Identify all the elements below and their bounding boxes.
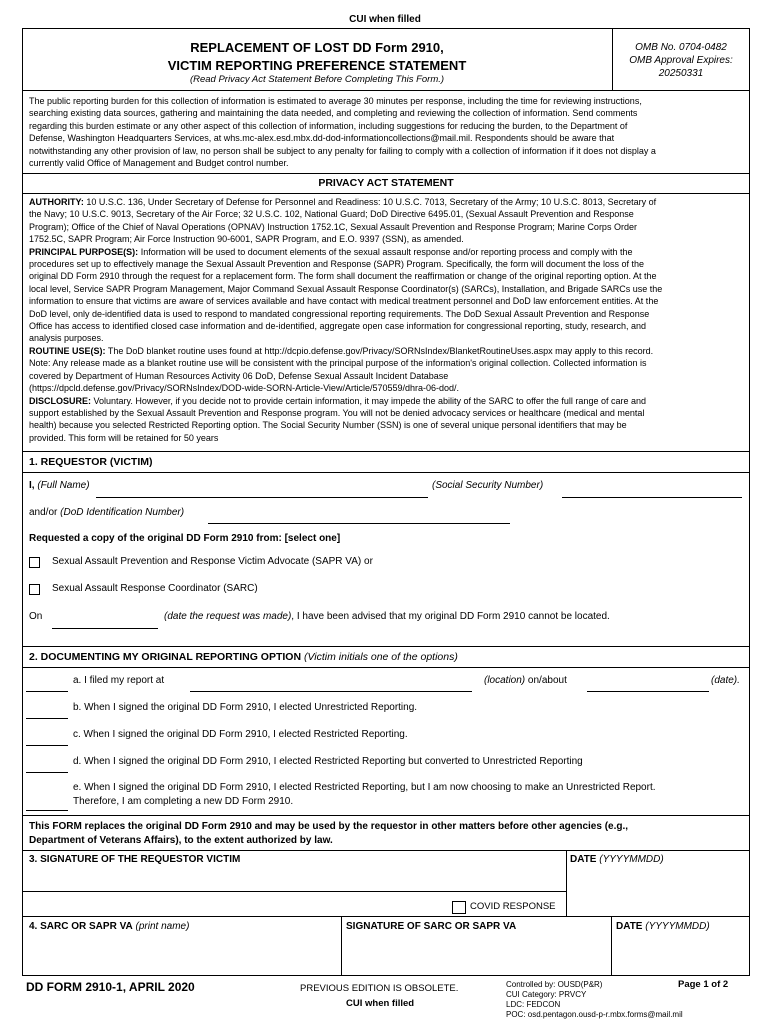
section4-note: (print name) bbox=[135, 921, 190, 932]
cui-bottom-label: CUI when filled bbox=[346, 998, 415, 1009]
full-name-label: (Full Name) bbox=[37, 480, 90, 491]
authority-text: 1752.5C, SAPR Program; Air Force Instruction 90-6001, SAPR Program, and E.O. 9397 (SSN), as amended. bbox=[29, 234, 464, 245]
form-title-line1: REPLACEMENT OF LOST DD Form 2910, bbox=[190, 40, 444, 55]
omb-number: OMB No. 0704-0482 bbox=[635, 42, 727, 53]
omb-expires-label: OMB Approval Expires: bbox=[629, 55, 733, 66]
form-subtitle: (Read Privacy Act Statement Before Completing This Form.) bbox=[189, 74, 445, 85]
purpose-label: PRINCIPAL PURPOSE(S): bbox=[29, 246, 139, 257]
on-about-label: on/about bbox=[527, 675, 567, 686]
disclosure-text: health) because you selected Restricted Reporting option. The Social Security Number (SSN) is one of several unique personal identifiers that may be bbox=[29, 420, 627, 431]
purpose-text: information to ensure that victims are aware of services available and have contact with medical treatment personnel and DoD law enforcement entities. At the bbox=[29, 296, 659, 307]
initials-a-field[interactable] bbox=[26, 691, 68, 692]
privacy-statement bbox=[29, 196, 743, 444]
dod-id-label: (DoD Identification Number) bbox=[60, 507, 185, 518]
section4-heading: 4. SARC OR SAPR VA bbox=[29, 921, 133, 932]
sapr-va-checkbox[interactable] bbox=[29, 557, 40, 568]
header-bottom-rule bbox=[22, 90, 750, 91]
burden-line: regarding this burden estimate or any other aspect of this collection of information, including suggestions for reducing the burden, to the Department of bbox=[29, 120, 628, 131]
routine-text: covered by Department of Human Resources Activity 06 DoD, Defense Sexual Assault Incident Database bbox=[29, 370, 449, 381]
location-label: (location) bbox=[484, 675, 526, 686]
section3-date-format: (YYYYMMDD) bbox=[599, 854, 664, 865]
purpose-text: procedures set up to effectively manage the Sexual Assault Prevention and Response (SAPR) Program. Specifically, the form will document the loss of the bbox=[29, 259, 644, 270]
controlled-by: Controlled by: OUSD(P&R) bbox=[506, 980, 603, 989]
request-date-label: (date the request was made) bbox=[164, 611, 292, 622]
burden-line: The public reporting burden for this collection of information is estimated to average 30 minutes per response, including the time for reviewing instructions, bbox=[29, 96, 642, 106]
disclosure-label: DISCLOSURE: bbox=[29, 395, 92, 406]
authority-label: AUTHORITY: bbox=[29, 197, 84, 207]
advised-text: , I have been advised that my original DD Form 2910 cannot be located. bbox=[291, 611, 610, 622]
ldc: LDC: FEDCON bbox=[506, 1000, 561, 1009]
authority-text: the Navy; 10 U.S.C. 9013, Secretary of the Air Force; 32 U.S.C. 102, National Guard; DoD Directive 6495.01, (Sexual Assault Prevention and Response bbox=[29, 209, 634, 220]
section4-divider-2 bbox=[611, 916, 612, 976]
report-date-field[interactable] bbox=[587, 691, 709, 692]
omb-expires-date: 20250331 bbox=[658, 68, 704, 79]
initials-c-field[interactable] bbox=[26, 745, 68, 746]
section3-bottom-rule bbox=[22, 916, 750, 917]
andor-label: and/or bbox=[29, 507, 58, 518]
privacy-heading-rule bbox=[22, 193, 750, 194]
section2-bottom-rule bbox=[22, 815, 750, 816]
item-e-text-2: Therefore, I am completing a new DD Form 2910. bbox=[73, 796, 294, 807]
full-name-field[interactable] bbox=[96, 497, 428, 498]
purpose-text: analysis purposes. bbox=[29, 333, 104, 344]
item-a-text: a. I filed my report at bbox=[73, 675, 165, 686]
section1-bottom-rule bbox=[22, 646, 750, 647]
on-label: On bbox=[29, 611, 43, 622]
section3-heading: 3. SIGNATURE OF THE REQUESTOR VICTIM bbox=[29, 854, 241, 865]
replaces-statement: This FORM replaces the original DD Form 2910 and may be used by the requestor in other matters before other agencies (e.g., bbox=[29, 821, 629, 832]
i-label: I, bbox=[29, 480, 35, 491]
initials-b-field[interactable] bbox=[26, 718, 68, 719]
cui-category: CUI Category: PRVCY bbox=[506, 990, 587, 999]
section2-heading-rule bbox=[22, 667, 750, 668]
section1-heading: 1. REQUESTOR (VICTIM) bbox=[29, 456, 153, 468]
request-from-label: Requested a copy of the original DD Form 2910 from: [select one] bbox=[29, 533, 341, 544]
section3-date-label: DATE bbox=[570, 854, 597, 865]
poc: POC: osd.pentagon.ousd-p-r.mbx.forms@mail.mil bbox=[506, 1010, 683, 1019]
page-number: Page 1 of 2 bbox=[678, 979, 729, 990]
section4-date-label: DATE bbox=[616, 921, 643, 932]
purpose-text: Information will be used to document elements of the sexual assault response and/or reporting process and comply with the bbox=[138, 246, 633, 257]
sarc-checkbox[interactable] bbox=[29, 584, 40, 595]
routine-text: Note: Any release made as a blanket routine use will be consistent with the principal purpose of the information's original collection. Collected information is bbox=[29, 358, 647, 369]
section4-date-format: (YYYYMMDD) bbox=[645, 921, 710, 932]
routine-text: The DoD blanket routine uses found at http://dcpio.defense.gov/Privacy/SORNsIndex/BlanketRoutineUses.aspx may apply to this record. bbox=[105, 345, 654, 356]
item-e-text: e. When I signed the original DD Form 2910, I elected Restricted Reporting, but I am now choosing to make an Unrestricted Report. bbox=[73, 782, 656, 793]
covid-response-label: COVID RESPONSE bbox=[470, 901, 556, 912]
sarc-option: Sexual Assault Response Coordinator (SARC) bbox=[52, 583, 258, 594]
purpose-text: local level, Service SAPR Program Management, Major Command Sexual Assault Response Coordinator(s) (SARCs), Installation, and Brigade SARCs use the bbox=[29, 283, 663, 294]
section2-heading: 2. DOCUMENTING MY ORIGINAL REPORTING OPTION bbox=[29, 651, 302, 663]
form-id: DD FORM 2910-1, APRIL 2020 bbox=[26, 980, 195, 994]
dod-id-field[interactable] bbox=[208, 523, 510, 524]
routine-text: (https://dpcld.defense.gov/Privacy/SORNsIndex/DOD-wide-SORN-Article-View/Article/570559/dhra-06-dod/. bbox=[29, 383, 460, 394]
burden-bottom-rule bbox=[22, 173, 750, 174]
request-date-field[interactable] bbox=[52, 628, 158, 629]
disclosure-text: support established by the Sexual Assault Prevention and Response program. You will not be denied advocacy services or healthcare (medical and mental bbox=[29, 407, 645, 418]
section4-divider-1 bbox=[341, 916, 342, 976]
replaces-statement-2: Department of Veterans Affairs), to the extent authorized by law. bbox=[29, 835, 333, 846]
burden-line: notwithstanding any other provision of law, no person shall be subject to any penalty for failing to comply with a collection of information if it does not display a bbox=[29, 145, 656, 156]
cui-top-label: CUI when filled bbox=[349, 14, 421, 25]
ssn-label: (Social Security Number) bbox=[432, 480, 544, 491]
previous-edition-note: PREVIOUS EDITION IS OBSOLETE. bbox=[300, 983, 459, 994]
sapr-va-option: Sexual Assault Prevention and Response Victim Advocate (SAPR VA) or bbox=[52, 556, 373, 567]
report-date-label: (date). bbox=[711, 675, 740, 686]
location-field[interactable] bbox=[190, 691, 472, 692]
replaces-bottom-rule bbox=[22, 850, 750, 851]
requestor-signature-field[interactable] bbox=[22, 891, 566, 892]
purpose-text: original DD Form 2910 through the request for a replacement form. The form shall document the reaffirmation or change of the original reporting option. At the bbox=[29, 271, 657, 282]
authority-text: 10 U.S.C. 136, Under Secretary of Defense for Personnel and Readiness: 10 U.S.C. 7013, Secretary of the Army; 10 U.S.C. 8013, Secretary of bbox=[83, 197, 657, 207]
covid-response-checkbox[interactable] bbox=[452, 901, 466, 914]
section1-heading-rule bbox=[22, 472, 750, 473]
purpose-text: Office has access to identified closed case information and de-identified, aggregate open case information for congressional reporting, study, research, and bbox=[29, 321, 647, 332]
burden-line: searching existing data sources, gathering and maintaining the data needed, and completing and reviewing the collection of information. Send comments bbox=[29, 108, 638, 119]
purpose-text: DoD level, only de-identified data is used to respond to mandated congressional reporting requirements. The DoD Sexual Assault Prevention and Response bbox=[29, 308, 650, 319]
burden-line: Defense, Washington Headquarters Services, at whs.mc-alex.esd.mbx.dd-dod-informationcollections@mail.mil. Respondents should be aware that bbox=[29, 133, 615, 144]
disclosure-text: provided. This form will be retained for 50 years bbox=[29, 432, 219, 443]
burden-line: currently valid Office of Management and Budget control number. bbox=[29, 158, 289, 169]
section3-divider bbox=[566, 850, 567, 916]
privacy-bottom-rule bbox=[22, 451, 750, 452]
initials-d-field[interactable] bbox=[26, 772, 68, 773]
form-border bbox=[22, 28, 750, 976]
ssn-field[interactable] bbox=[562, 497, 742, 498]
burden-statement bbox=[29, 95, 743, 169]
sarc-signature-label: SIGNATURE OF SARC OR SAPR VA bbox=[346, 921, 517, 932]
routine-label: ROUTINE USE(S): bbox=[29, 345, 106, 356]
initials-e-field[interactable] bbox=[26, 810, 68, 811]
item-d-text: d. When I signed the original DD Form 2910, I elected Restricted Reporting but converted to Unrestricted Reporting bbox=[73, 756, 583, 767]
cui-block bbox=[506, 980, 683, 1020]
authority-text: Program); Office of the Chief of Naval Operations (OPNAV) Instruction 1752.1C, Sexual Assault Prevention and Response Program; Marine Corps Order bbox=[29, 221, 637, 232]
disclosure-text: Voluntary. However, if you decide not to provide certain information, it may impede the ability of the SARC to offer the full range of care and bbox=[91, 395, 646, 406]
item-c-text: c. When I signed the original DD Form 2910, I elected Restricted Reporting. bbox=[73, 729, 408, 740]
privacy-heading: PRIVACY ACT STATEMENT bbox=[318, 177, 454, 189]
form-title-line2: VICTIM REPORTING PREFERENCE STATEMENT bbox=[167, 58, 467, 73]
section2-note: (Victim initials one of the options) bbox=[303, 651, 458, 663]
item-b-text: b. When I signed the original DD Form 2910, I elected Unrestricted Reporting. bbox=[73, 702, 418, 713]
